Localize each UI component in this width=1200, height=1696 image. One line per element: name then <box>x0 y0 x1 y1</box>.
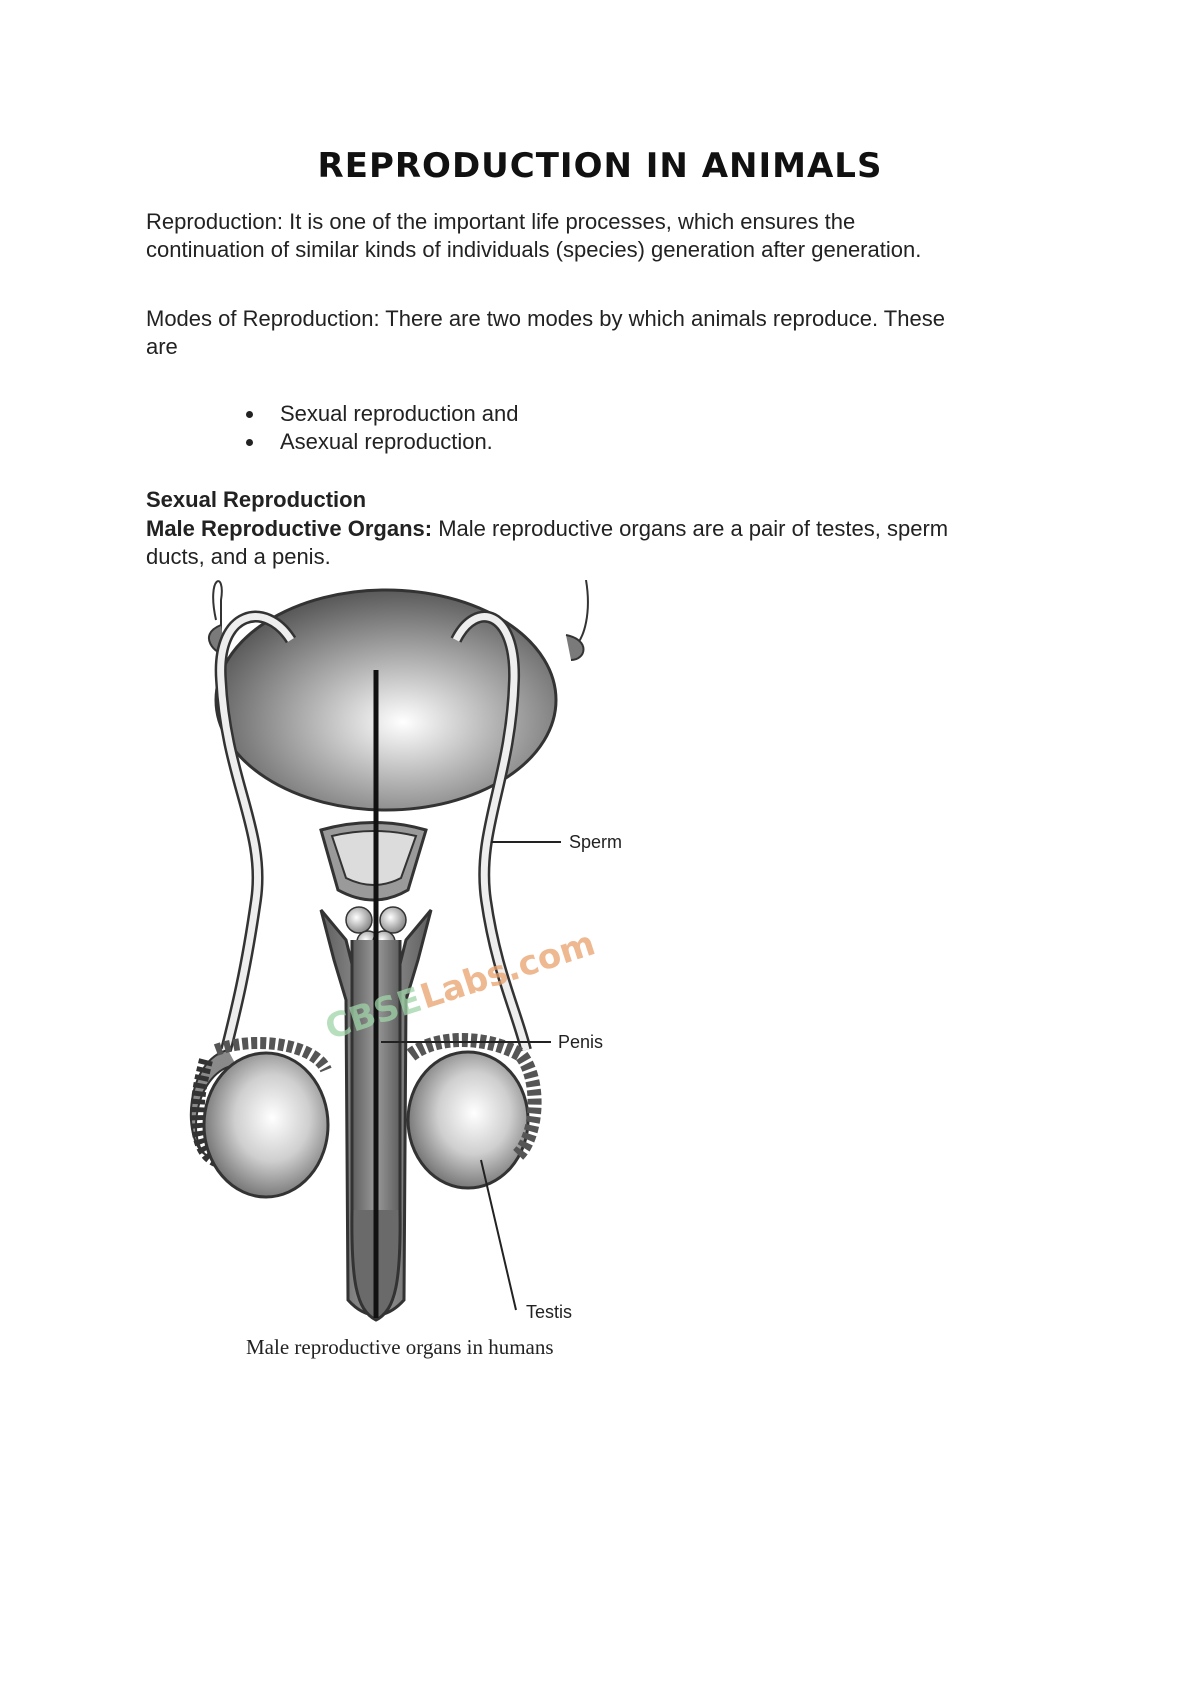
svg-text:Penis: Penis <box>558 1032 604 1052</box>
section-heading: Sexual Reproduction <box>146 487 367 512</box>
modes-list <box>146 400 519 456</box>
svg-text:Testis: Testis <box>526 1302 573 1322</box>
label-sperm <box>491 832 622 852</box>
reproduction-definition: Reproduction: It is one of the important life processes, which ensures the continuation of similar kinds of individuals (species) generation after generation. <box>146 209 922 262</box>
page-title: REPRODUCTION IN ANIMALS <box>317 146 883 186</box>
male-organs-paragraph: Male Reproductive Organs: Male reproductive organs are a pair of testes, sperm ducts, and a penis. <box>146 516 949 569</box>
bullet-icon <box>246 439 253 446</box>
svg-text:Labs.com: Labs.com <box>415 923 601 1018</box>
bullet-icon <box>246 411 253 418</box>
svg-text:CBSE: CBSE <box>320 979 427 1049</box>
modes-of-reproduction: Modes of Reproduction: There are two modes by which animals reproduce. These are <box>146 306 945 359</box>
svg-text:Sperm: Sperm <box>569 832 623 852</box>
testis-right <box>408 1040 535 1188</box>
list-item: Sexual reproduction and <box>146 400 519 428</box>
male-reproductive-figure <box>146 580 676 1370</box>
figure-caption: Male reproductive organs in humans <box>246 1335 554 1359</box>
testis-left <box>191 1043 328 1197</box>
male-organs-label: Male Reproductive Organs: <box>146 516 433 541</box>
anatomy-diagram <box>146 580 676 1370</box>
list-item: Asexual reproduction. <box>146 428 519 456</box>
label-testis <box>481 1160 572 1322</box>
